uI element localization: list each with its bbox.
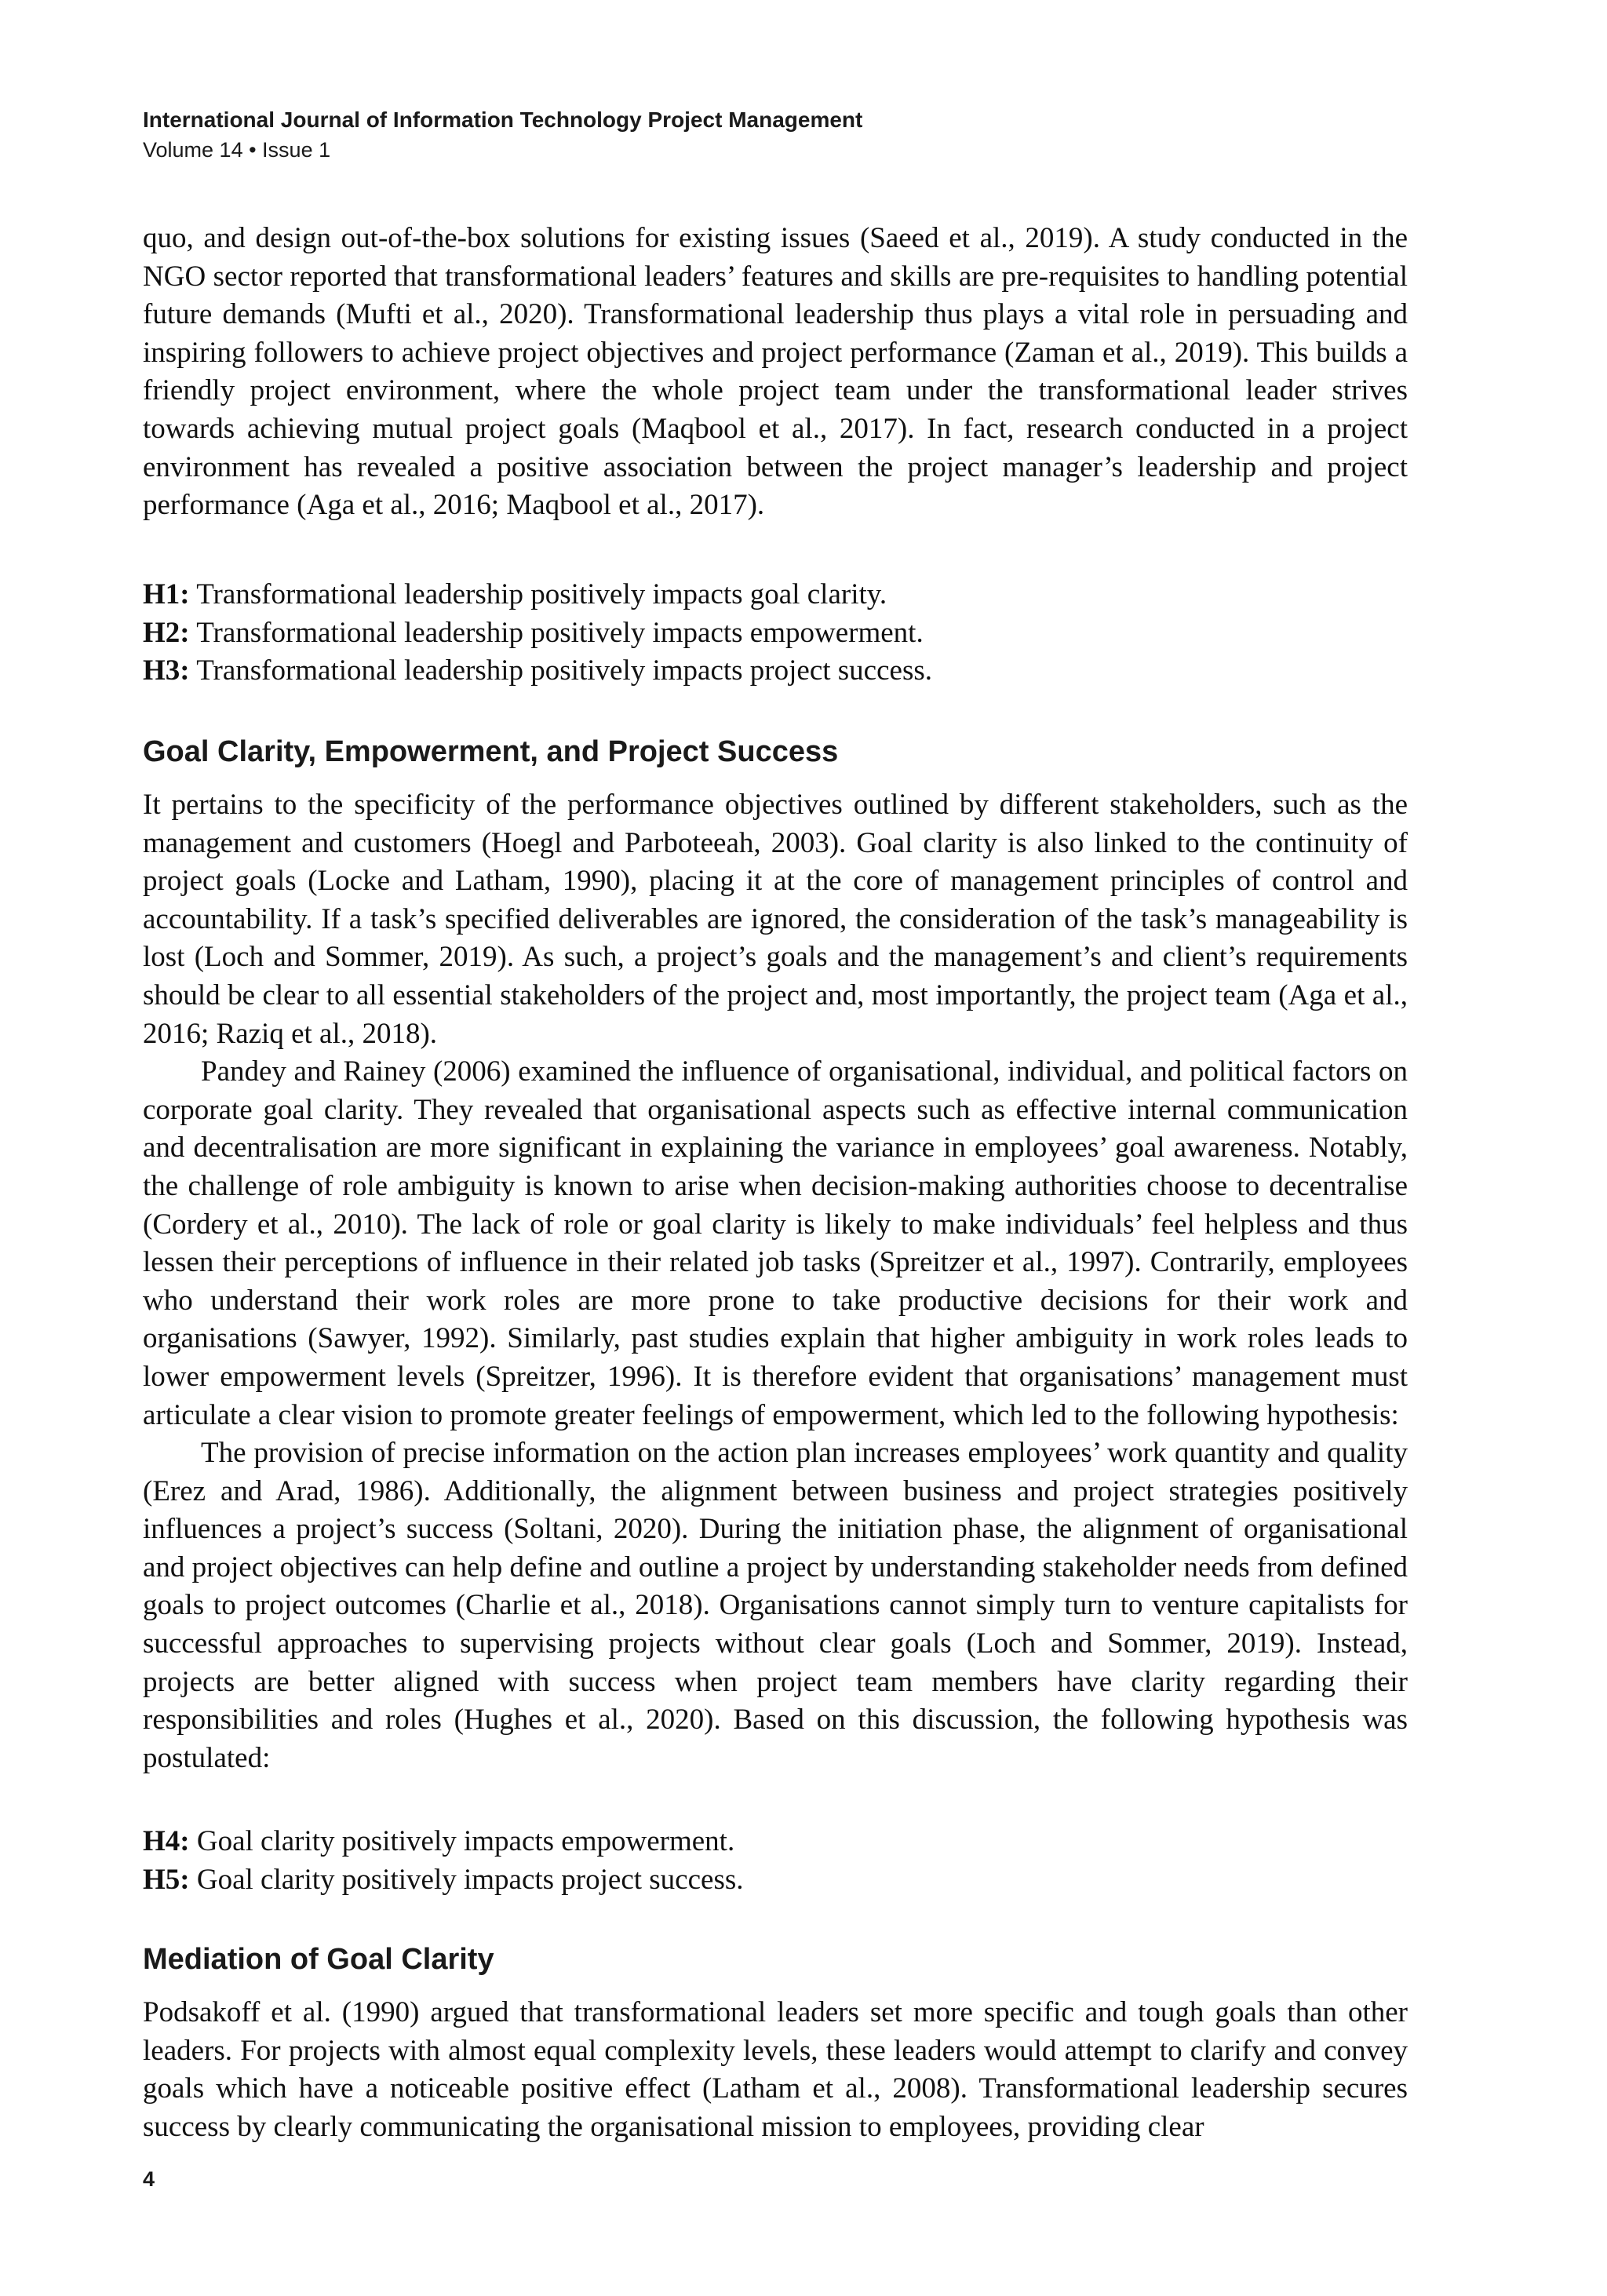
page-number: 4 [143, 2167, 155, 2191]
hypothesis-label: H4: [143, 1825, 190, 1857]
journal-title: International Journal of Information Technology Project Management [143, 108, 863, 132]
volume-issue: Volume 14 • Issue 1 [143, 138, 331, 162]
hypothesis-h2 [143, 614, 1408, 653]
hypothesis-text: Goal clarity positively impacts project success. [189, 1863, 744, 1896]
hypothesis-h4 [143, 1823, 1408, 1861]
hypothesis-text: Goal clarity positively impacts empowerment. [189, 1825, 735, 1857]
hypothesis-text: Transformational leadership positively impacts project success. [189, 654, 932, 687]
hypothesis-h5 [143, 1861, 1408, 1900]
section-heading-goal-clarity: Goal Clarity, Empowerment, and Project Success [143, 735, 839, 768]
mediation-section [143, 1994, 1408, 2146]
goal-clarity-paragraph-1: It pertains to the specificity of the performance objectives outlined by different stakeholders, such as the management and customers (Hoegl and Parboteeah, 2003). Goal clarity is also linked to the continuity of project goals (Locke and Latham, 1990), placing it at the core of management principles of control and accountability. If a task’s specified deliverables are ignored, the consideration of the task’s manageability is lost (Loch and Sommer, 2019). As such, a project’s goals and the management’s and client’s requirements should be clear to all essential stakeholders of the project and, most importantly, the project team (Aga et al., 2016; Raziq et al., 2018). [143, 789, 1408, 1050]
hypothesis-h3 [143, 652, 1408, 691]
hypothesis-label: H1: [143, 578, 190, 610]
hypothesis-label: H2: [143, 616, 190, 649]
goal-clarity-section [143, 786, 1408, 1777]
hypothesis-label: H3: [143, 654, 190, 687]
hypothesis-text: Transformational leadership positively impacts empowerment. [189, 616, 924, 649]
hypotheses-group-2 [143, 1823, 1408, 1899]
section-heading-mediation: Mediation of Goal Clarity [143, 1943, 494, 1976]
running-header [143, 105, 862, 165]
goal-clarity-paragraph-3: The provision of precise information on the action plan increases employees’ work quantity and quality (Erez and Arad, 1986). Additionally, the alignment between business and project strategies positively influences a project’s success (Soltani, 2020). During the initiation phase, the alignment of organisational and project objectives can help define and outline a project by understanding stakeholder needs from defined goals to project outcomes (Charlie et al., 2018). Organisations cannot simply turn to venture capitalists for successful approaches to supervising projects without clear goals (Loch and Sommer, 2019). Instead, projects are better aligned with success when project team members have clarity regarding their responsibilities and roles (Hughes et al., 2020). Based on this discussion, the following hypothesis was postulated: [143, 1437, 1408, 1774]
mediation-paragraph: Podsakoff et al. (1990) argued that transformational leaders set more specific and tough goals than other leaders. For projects with almost equal complexity levels, these leaders would attempt to clarify and convey goals which have a noticeable positive effect (Latham et al., 2008). Transformational leadership secures success by clearly communicating the organisational mission to employees, providing clear [143, 1996, 1408, 2143]
hypotheses-group-1 [143, 576, 1408, 691]
hypothesis-h1 [143, 576, 1408, 614]
intro-section [143, 220, 1408, 525]
intro-paragraph: quo, and design out-of-the-box solutions for existing issues (Saeed et al., 2019). A study conducted in the NGO sector reported that transformational leaders’ features and skills are pre-requisites to handling potential future demands (Mufti et al., 2020). Transformational leadership thus plays a vital role in persuading and inspiring followers to achieve project objectives and project performance (Zaman et al., 2019). This builds a friendly project environment, where the whole project team under the transformational leader strives towards achieving mutual project goals (Maqbool et al., 2017). In fact, research conducted in a project environment has revealed a positive association between the project manager’s leadership and project performance (Aga et al., 2016; Maqbool et al., 2017). [143, 222, 1408, 522]
hypothesis-text: Transformational leadership positively impacts goal clarity. [189, 578, 887, 610]
goal-clarity-paragraph-2: Pandey and Rainey (2006) examined the influence of organisational, individual, and political factors on corporate goal clarity. They revealed that organisational aspects such as effective internal communication and decentralisation are more significant in explaining the variance in employees’ goal awareness. Notably, the challenge of role ambiguity is known to arise when decision-making authorities choose to decentralise (Cordery et al., 2010). The lack of role or goal clarity is likely to make individuals’ feel helpless and thus lessen their perceptions of influence in their related job tasks (Spreitzer et al., 1997). Contrarily, employees who understand their work roles are more prone to take productive decisions for their work and organisations (Sawyer, 1992). Similarly, past studies explain that higher ambiguity in work roles leads to lower empowerment levels (Spreitzer, 1996). It is therefore evident that organisations’ management must articulate a clear vision to promote greater feelings of empowerment, which led to the following hypothesis: [143, 1055, 1408, 1431]
hypothesis-label: H5: [143, 1863, 190, 1896]
